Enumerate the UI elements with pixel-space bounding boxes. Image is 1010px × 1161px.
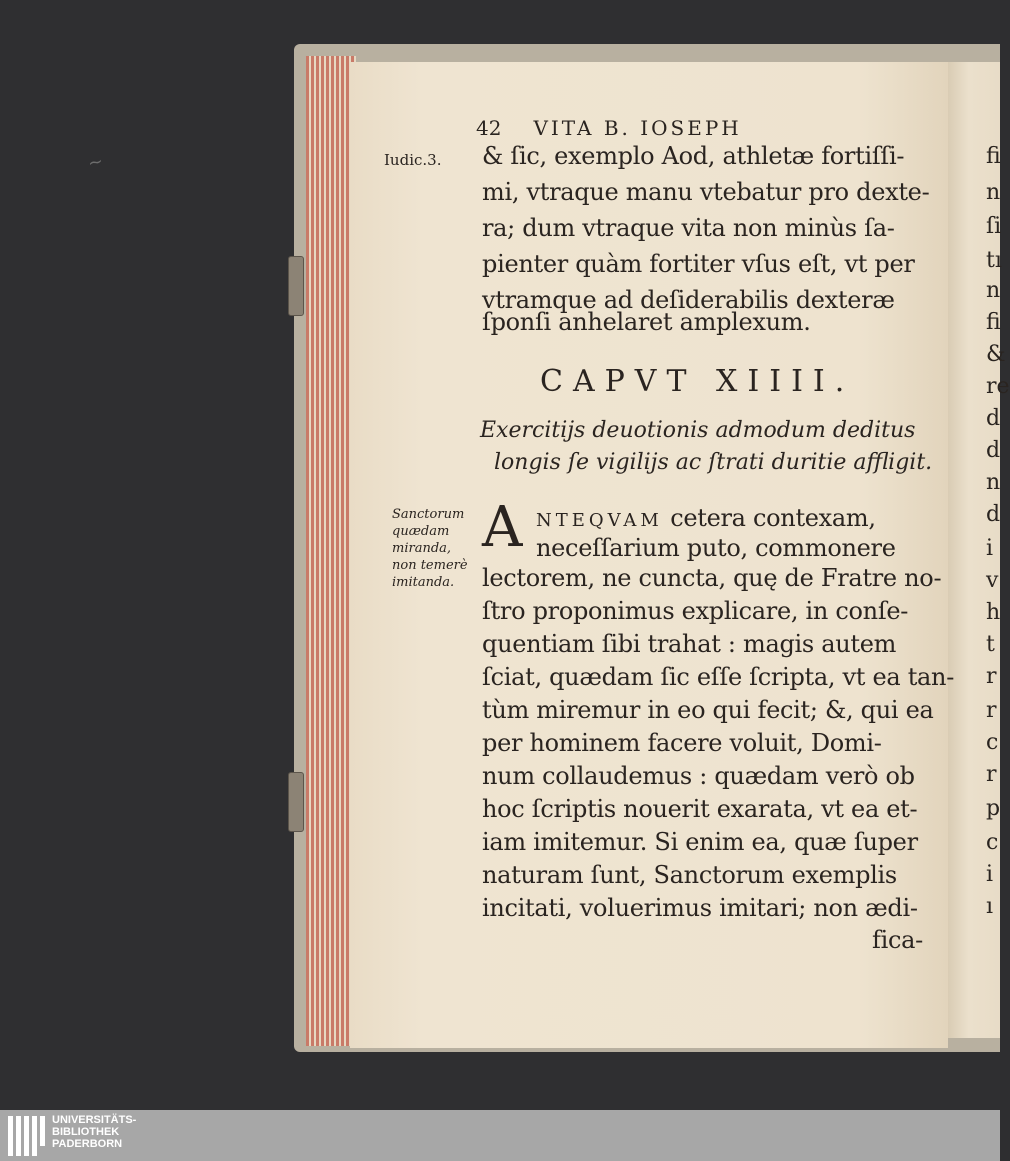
right-page-text: fi xyxy=(986,310,1001,335)
pencil-mark: ~ xyxy=(85,150,106,175)
side-note-line: Sanctorum xyxy=(392,507,465,522)
right-page-text: p xyxy=(986,796,1001,821)
clasp-top-icon xyxy=(288,256,304,316)
chapter-summary-line: Exercitijs deuotionis admodum deditus xyxy=(480,418,916,443)
right-page-text: c xyxy=(986,730,999,755)
text-line: vtramque ad deſiderabilis dexteræ xyxy=(482,286,895,314)
right-page-text: t xyxy=(986,632,995,657)
text-line: ſciat, quædam ſic eſſe ſcripta, vt ea tan- xyxy=(482,663,955,691)
right-page-text: ı xyxy=(986,894,994,919)
catchword: fica- xyxy=(872,926,923,954)
right-page-text: fi xyxy=(986,144,1001,169)
text-line: naturam ſunt, Sanctorum exemplis xyxy=(482,861,897,889)
right-page-text: n xyxy=(986,180,1001,205)
text-line: ſponſi anhelaret amplexum. xyxy=(482,308,811,336)
side-note-line: quædam xyxy=(392,524,450,539)
logo-line: BIBLIOTHEK xyxy=(52,1126,120,1138)
footer-bar xyxy=(0,1110,1000,1161)
right-page-text: i xyxy=(986,536,994,561)
right-page-text: d xyxy=(986,502,1001,527)
text-line: per hominem facere voluit, Domi- xyxy=(482,729,882,757)
right-page-text: c xyxy=(986,830,999,855)
running-head xyxy=(476,116,742,140)
side-note-line: imitanda. xyxy=(392,575,455,590)
text-line: incitati, voluerimus imitari; non ædi- xyxy=(482,894,918,922)
right-page-text: & xyxy=(986,342,1006,367)
page-number: 42 xyxy=(476,116,502,140)
side-note-line: non temerè xyxy=(392,558,468,573)
running-title: VITA B. IOSEPH xyxy=(533,116,742,140)
right-page-text: tı xyxy=(986,248,1002,273)
margin-reference: Iudic.3. xyxy=(384,151,442,169)
right-page-text: d xyxy=(986,438,1001,463)
right-page-text: n xyxy=(986,278,1001,303)
right-page-text: d xyxy=(986,406,1001,431)
text-line: ra; dum vtraque vita non minùs ſa- xyxy=(482,214,895,242)
clasp-bottom-icon xyxy=(288,772,304,832)
chapter-heading: CAPVT XIIII. xyxy=(540,364,855,399)
text-line: lectorem, ne cuncta, quę de Fratre no- xyxy=(482,564,942,592)
first-line xyxy=(536,504,876,532)
first-word-smallcaps: NTEQVAM xyxy=(536,510,663,531)
right-page-text: r xyxy=(986,698,997,723)
side-note xyxy=(392,506,468,591)
text-line: neceſſarium puto, commonere xyxy=(536,534,896,562)
library-logo-text xyxy=(52,1114,136,1150)
first-line-rest: cetera contexam, xyxy=(662,504,876,532)
library-logo-icon xyxy=(8,1116,48,1156)
text-line: & ſic, exemplo Aod, athletæ fortiſſi- xyxy=(482,142,905,170)
right-page-text: re xyxy=(986,374,1010,399)
text-line: tùm miremur in eo qui fecit; &, qui ea xyxy=(482,696,934,724)
right-page-text: ſi xyxy=(986,214,1002,239)
text-line: num collaudemus : quædam verò ob xyxy=(482,762,915,790)
drop-cap: A xyxy=(482,495,523,560)
text-line: mi, vtraque manu vtebatur pro dexte- xyxy=(482,178,930,206)
logo-line: PADERBORN xyxy=(52,1138,123,1150)
page-edges xyxy=(306,56,356,1046)
right-page-text: n xyxy=(986,470,1001,495)
text-line: ſtro proponimus explicare, in conſe- xyxy=(482,597,909,625)
text-line: pienter quàm fortiter vſus eſt, vt per xyxy=(482,250,915,278)
right-page-text: r xyxy=(986,664,997,689)
logo-line: UNIVERSITÄTS- xyxy=(52,1114,137,1126)
right-page-text: r xyxy=(986,762,997,787)
text-line: quentiam ſibi trahat : magis autem xyxy=(482,630,897,658)
text-line: iam imitemur. Si enim ea, quæ ſuper xyxy=(482,828,918,856)
chapter-summary-line: longis ſe vigilijs ac ſtrati duritie affligit. xyxy=(494,450,933,475)
side-note-line: miranda, xyxy=(392,541,452,556)
text-line: hoc ſcriptis nouerit exarata, vt ea et- xyxy=(482,795,918,823)
right-page-text: h xyxy=(986,600,1001,625)
right-page-text: i xyxy=(986,862,994,887)
right-page-text: v xyxy=(986,568,999,593)
